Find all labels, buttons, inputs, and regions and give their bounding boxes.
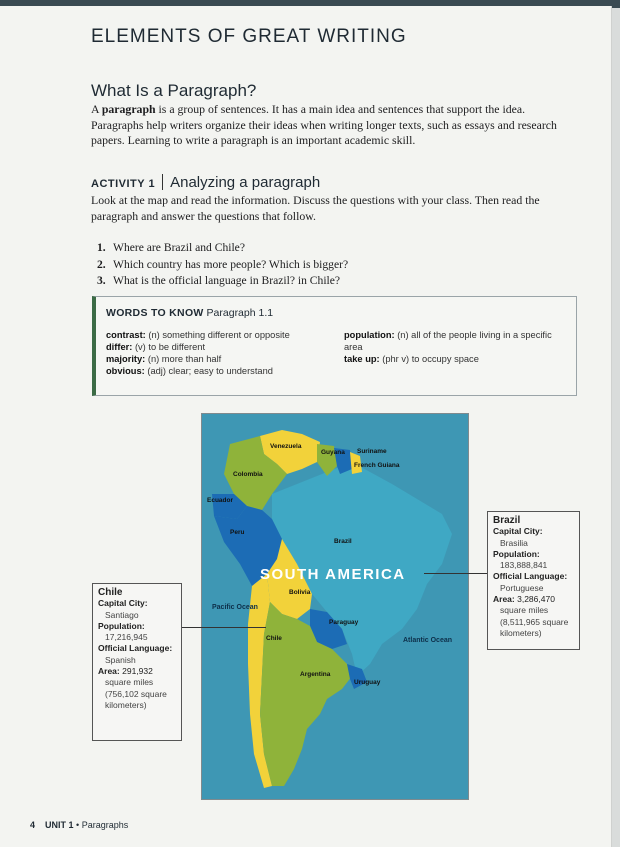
vocab-entry: contrast: (n) something different or opposite	[106, 330, 290, 340]
label-argentina: Argentina	[300, 671, 331, 678]
question-item: 1. Where are Brazil and Chile?	[97, 241, 245, 254]
key-term: paragraph	[101, 102, 156, 116]
country-name: Brazil	[493, 515, 521, 526]
vocab-entry: majority: (n) more than half	[106, 354, 222, 364]
section-title: ELEMENTS OF GREAT WRITING	[91, 26, 407, 47]
label-chile: Chile	[266, 635, 282, 642]
continent-label: SOUTH AMERICA	[260, 566, 406, 583]
page-number: 4	[30, 820, 36, 830]
divider	[162, 174, 163, 190]
label-brazil: Brazil	[334, 538, 352, 545]
words-to-know-box	[92, 296, 577, 396]
question-item: 3. What is the official language in Brazil? in Chile?	[97, 274, 341, 287]
activity-header	[91, 174, 320, 192]
activity-instructions: Look at the map and read the information. Discuss the questions with your class. Then read the paragraph and answer the questions that follow.	[91, 193, 540, 223]
vocab-column-left	[106, 329, 336, 377]
vocab-column-right	[344, 329, 569, 365]
country-name: Chile	[98, 587, 123, 598]
vocab-entry: population: (n) all of the people living in a specific area	[344, 330, 552, 352]
label-suriname: Suriname	[357, 448, 387, 455]
south-america-map	[201, 413, 469, 800]
brazil-info-box: Brazil Capital City: Brasilia Population: 183,888,841 Official Language: Portuguese Area: 3,286,470 square miles (8,511,965 square kilometers)	[487, 511, 580, 650]
label-ecuador: Ecuador	[207, 497, 234, 504]
vocab-entry: obvious: (adj) clear; easy to understand	[106, 366, 273, 376]
question-list	[97, 240, 348, 290]
vocab-entry: take up: (phr v) to occupy space	[344, 354, 479, 364]
brazil-leader-line	[424, 573, 487, 574]
label-paraguay: Paraguay	[329, 619, 359, 626]
unit-topic: Paragraphs	[81, 820, 129, 830]
label-uruguay: Uruguay	[354, 679, 381, 686]
intro-paragraph: A paragraph is a group of sentences. It has a main idea and sentences that support the idea. Paragraphs help writers organize their ideas when writing longer texts, such as essays and research papers. Learning to write a paragraph is an important academic skill.	[91, 102, 557, 147]
chile-leader-line	[182, 627, 266, 628]
unit-label: UNIT 1	[45, 820, 74, 830]
label-peru: Peru	[230, 529, 245, 536]
page-footer: 4 UNIT 1 • Paragraphs	[30, 820, 129, 830]
label-colombia: Colombia	[233, 471, 263, 478]
label-venezuela: Venezuela	[270, 443, 302, 450]
question-item: 2. Which country has more people? Which is bigger?	[97, 257, 349, 271]
label-pacific-ocean: Pacific Ocean	[212, 604, 258, 611]
label-french-guiana: French Guiana	[354, 462, 400, 469]
activity-label: ACTIVITY 1	[91, 178, 156, 190]
chile-info-box: Chile Capital City: Santiago Population: 17,216,945 Official Language: Spanish Area: 291,932 square miles (756,102 square kilometers)	[92, 583, 182, 741]
label-guyana: Guyana	[321, 449, 345, 456]
vocab-entry: differ: (v) to be different	[106, 342, 206, 352]
label-atlantic-ocean: Atlantic Ocean	[403, 637, 453, 644]
words-to-know-title: WORDS TO KNOW Paragraph 1.1	[106, 307, 274, 319]
label-bolivia: Bolivia	[289, 589, 311, 596]
activity-title: Analyzing a paragraph	[170, 174, 321, 191]
page-heading: What Is a Paragraph?	[91, 81, 257, 100]
